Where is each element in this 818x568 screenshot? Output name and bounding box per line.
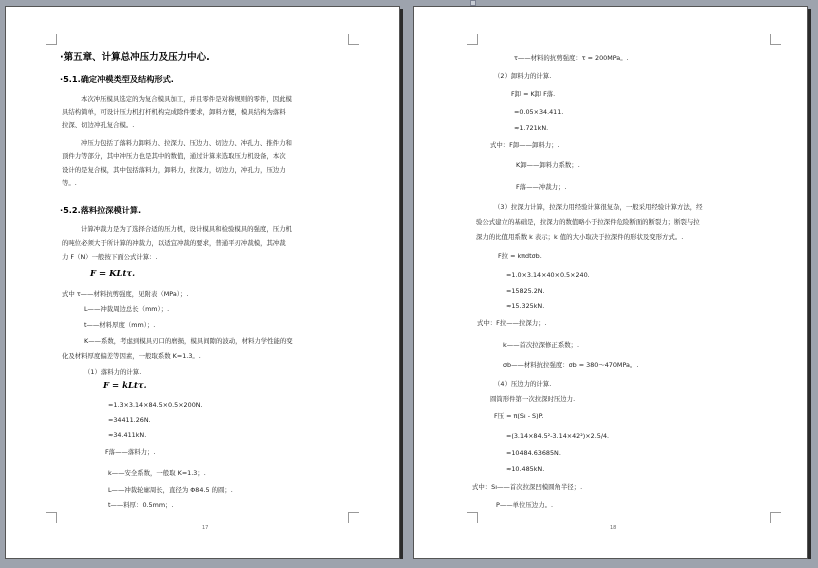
subsection-title: （1）落料力的计算. <box>84 368 142 376</box>
body-text: 拉深、切边冲孔复合模。. <box>62 121 135 129</box>
calc-line: =15825.2N. <box>506 287 545 295</box>
calc-line: =34411.26N. <box>108 416 151 424</box>
body-text: 计算冲裁力是为了选择合适的压力机，设计模具和检验模具的强度，压力机 <box>81 225 292 233</box>
definition-line: k——首次拉深修正系数；. <box>503 341 580 349</box>
definition-line: K——系数，考虑到模具刃口的磨损，模具间隙的波动，材料力学性能的变 <box>84 337 293 345</box>
body-text: 验公式建立的基础是，拉深力的数值略小于拉深件危险断面的断裂力；断裂与拉 <box>476 218 700 226</box>
formula: F = kLtτ. <box>103 381 147 391</box>
definition-line: L——冲裁轮廓周长，直径为 Φ84.5 的圆；. <box>108 486 233 494</box>
definition-line: 式中：F卸——卸料力；. <box>490 141 560 149</box>
section-title: ·5.2.落料拉深模计算. <box>60 205 142 215</box>
formula: F = KLtτ. <box>90 269 136 279</box>
body-text: 力 F（N）一般按下面公式计算：. <box>62 253 158 261</box>
definition-line: K卸——卸料力系数；. <box>516 161 580 169</box>
crop-mark <box>46 512 57 523</box>
calc-line: ≈1.721kN. <box>514 124 549 132</box>
crop-mark <box>770 512 781 523</box>
definition-line: k——安全系数，一般取 K=1.3；. <box>108 469 206 477</box>
definition-line: P——单位压边力。. <box>496 501 554 509</box>
body-text: 圆筒形件第一次拉深时压边力. <box>490 395 576 403</box>
calc-line: =10484.63685N. <box>506 449 561 457</box>
formula: F压 = π(Sı - S)P. <box>494 412 544 420</box>
body-text: 具结构简单，可设计压力机打杆机构完成除件要求，卸料方便，模具结构为落料 <box>62 108 286 116</box>
formula: F卸 = K卸 F落. <box>511 90 556 98</box>
definition-line: σb——材料抗拉强度：σb = 380～470MPa。. <box>503 361 639 369</box>
crop-mark <box>46 34 57 45</box>
definition-line: L——冲裁周边总长（mm）；. <box>84 305 170 313</box>
body-text: 深力的比值用系数 k 表示；k 值的大小取决于拉深件的形状及变形方式。. <box>476 233 684 241</box>
crop-mark <box>467 512 478 523</box>
subsection-title: （2）卸料力的计算. <box>494 72 552 80</box>
calc-line: ≈10.485kN. <box>506 465 545 473</box>
body-text: 的吨位必须大于所计算的冲裁力，以适宜冲裁的要求，普通平刃冲裁模，其冲裁 <box>62 239 286 247</box>
definition-line: t——材料厚度（mm）；. <box>84 321 156 329</box>
body-text: 冲压力包括了落料力卸料力、拉深力、压边力、切边力、冲孔力、推件力和 <box>81 139 292 147</box>
body-text: （3）拉深力计算，拉深力用经验计算很复杂，一般采用经验计算方法，经 <box>494 203 703 211</box>
body-text: 顶件力等部分，其中冲压力也是其中的数值，通过计算来选取压力机设备，本次 <box>62 152 286 160</box>
definition-line: 化及材料厚度偏差等因素，一般取系数 K=1.3。. <box>62 352 201 360</box>
document-page-17 <box>5 6 400 559</box>
definition-line: t——料厚：0.5mm；. <box>108 501 174 509</box>
definition-line: τ——材料的抗剪强度：τ = 200MPa。. <box>514 54 629 62</box>
calc-line: =1.0×3.14×40×0.5×240. <box>506 271 590 279</box>
page-number: 18 <box>610 525 617 531</box>
body-text: 本次冲压模具选定的为复合模具加工，并且零件是对称规则的零件，因此模 <box>81 95 292 103</box>
definition-line: F落——落料力；. <box>105 448 156 456</box>
definition-line: 式中：Sı——首次拉深凹模圆角半径；. <box>472 483 583 491</box>
page-number: 17 <box>202 525 209 531</box>
body-text: 等。. <box>62 179 77 187</box>
calc-line: =(3.14×84.5²-3.14×42²)×2.5/4. <box>506 432 610 440</box>
crop-mark <box>770 34 781 45</box>
section-title: ·5.1.确定冲模类型及结构形式. <box>60 74 174 84</box>
calc-line: ≈34.411kN. <box>108 431 147 439</box>
body-text: 设计的是复合模，其中包括落料力，卸料力，拉深力，切边力，冲孔力，压边力 <box>62 166 286 174</box>
definition-line: 式中：F拉——拉深力；. <box>477 319 547 327</box>
chapter-title: ·第五章、计算总冲压力及压力中心. <box>60 52 210 63</box>
calc-line: =0.05×34.411. <box>514 108 564 116</box>
definition-line: 式中 τ——材料抗剪强度，见附表（MPa）；. <box>62 290 189 298</box>
calc-line: =1.3×3.14×84.5×0.5×200N. <box>108 401 203 409</box>
document-page-18 <box>413 6 808 559</box>
definition-line: F落——冲裁力；. <box>516 183 567 191</box>
crop-mark <box>348 512 359 523</box>
calc-line: ≈15.325kN. <box>506 302 545 310</box>
viewport-bottom <box>0 559 818 568</box>
crop-mark <box>348 34 359 45</box>
subsection-title: （4）压边力的计算. <box>494 380 552 388</box>
crop-mark <box>467 34 478 45</box>
formula: F拉 = kπdtσb. <box>498 252 542 260</box>
